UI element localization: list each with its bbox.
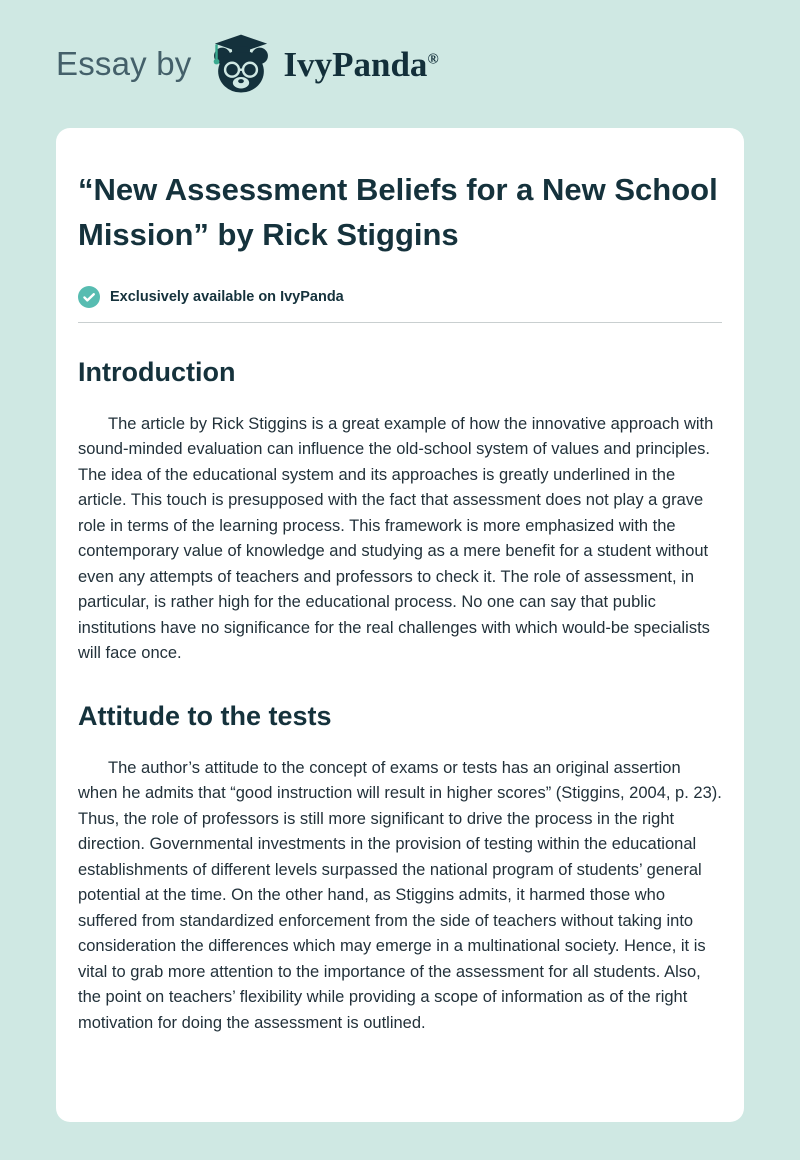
ivypanda-logo bbox=[208, 33, 439, 95]
section-paragraph: The article by Rick Stiggins is a great example of how the innovative approach with sound-minded evaluation can influence the old-school system of values and principles. The idea of the educational system and its approaches is greatly underlined in the article. This touch is presupposed with the fact that assessment does not play a grave role in terms of the learning process. This framework is more emphasized with the contemporary value of knowledge and studying as a mere benefit for a student without even any attempts of teachers and professors to check it. The role of assessment, in particular, is rather high for the educational process. No one can say that public institutions have no significance for the real challenges with which would-be specialists will face once. bbox=[78, 414, 714, 663]
registered-mark: ® bbox=[427, 50, 439, 67]
check-icon bbox=[78, 286, 100, 308]
essay-card bbox=[56, 128, 744, 1122]
panda-icon bbox=[208, 33, 274, 95]
brand-name bbox=[283, 44, 439, 84]
section-paragraph: The author’s attitude to the concept of exams or tests has an original assertion when he admits that “good instruction will result in higher scores” (Stiggins, 2004, p. 23). Thus, the role of professors is still more significant to drive the process in the right direction. Governmental investments in the provision of testing within the educational establishments of different levels surpassed the national program of students’ general potential at the time. On the other hand, as Stiggins admits, it harmed those who suffered from standardized enforcement from the side of teachers without taking into consideration the differences which may emerge in a multinational society. Hence, it is vital to grab more attention to the importance of the assessment for all students. Also, the point on teachers’ flexibility while providing a scope of information as of the right motivation for doing the assessment is outlined. bbox=[78, 758, 722, 1032]
essay-title: “New Assessment Beliefs for a New School Mission” by Rick Stiggins bbox=[78, 172, 718, 252]
section-attitude-to-the-tests bbox=[78, 701, 722, 1037]
essay-by-label: Essay by bbox=[56, 45, 192, 82]
site-header bbox=[0, 0, 800, 128]
section-introduction bbox=[78, 357, 722, 667]
section-heading-attitude: Attitude to the tests bbox=[78, 700, 332, 731]
brand-text: IvyPanda bbox=[283, 44, 428, 84]
availability-badge bbox=[78, 286, 722, 308]
divider bbox=[78, 322, 722, 323]
badge-text: Exclusively available on IvyPanda bbox=[110, 288, 344, 305]
section-heading-introduction: Introduction bbox=[78, 356, 236, 387]
